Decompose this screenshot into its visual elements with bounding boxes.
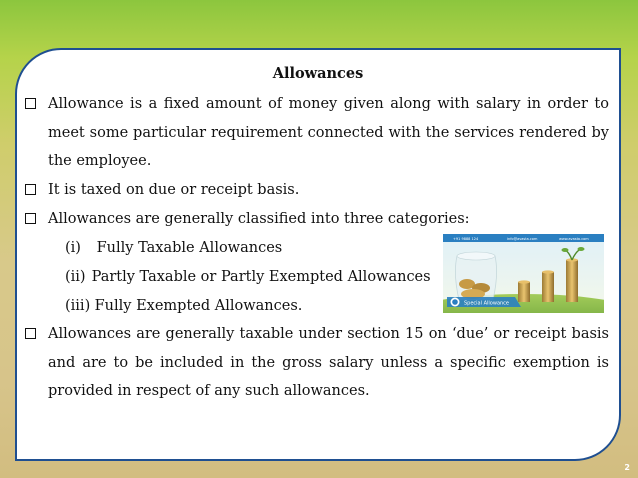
bullet-text: Allowance is a fixed amount of money given along with salary in order to meet some particular requirement connected with the services rendered by the employee. [48,96,609,169]
category-item [65,267,431,287]
page-number: 2 [624,463,630,472]
checkbox-bullet-icon [25,328,36,339]
coins-plant-illustration [443,234,604,313]
bullet-section-15 [25,320,609,406]
contact-email: info@avasta.com [507,237,538,241]
checkbox-bullet-icon [25,98,36,109]
contact-web: www.avasta.com [559,237,589,241]
category-label: Fully Taxable Allowances [96,240,283,256]
checkbox-bullet-icon [25,184,36,195]
category-label: Partly Taxable or Partly Exempted Allowances [91,269,431,285]
category-number: (i) [65,240,81,256]
category-item [65,238,282,258]
slide-card [15,48,621,461]
bullet-text: Allowances are generally classified into three categories: [48,211,470,227]
bullet-definition [25,90,609,176]
category-number: (ii) [65,269,86,285]
bullet-text: Allowances are generally taxable under section 15 on ‘due’ or receipt basis and are to be included in the gross salary unless a specific exemption is provided in respect of any such allowances. [48,326,609,399]
image-caption: Special Allowance [464,300,510,307]
bullet-classification [25,205,609,234]
bullet-taxation-basis [25,176,609,205]
special-allowance-image [443,234,604,313]
category-number: (iii) [65,298,91,314]
category-item [65,296,302,316]
bullet-text: It is taxed on due or receipt basis. [48,182,300,198]
checkbox-bullet-icon [25,213,36,224]
slide-title: Allowances [272,65,364,82]
category-label: Fully Exempted Allowances. [94,298,303,314]
contact-phone: +91 9888 124 [453,237,479,241]
